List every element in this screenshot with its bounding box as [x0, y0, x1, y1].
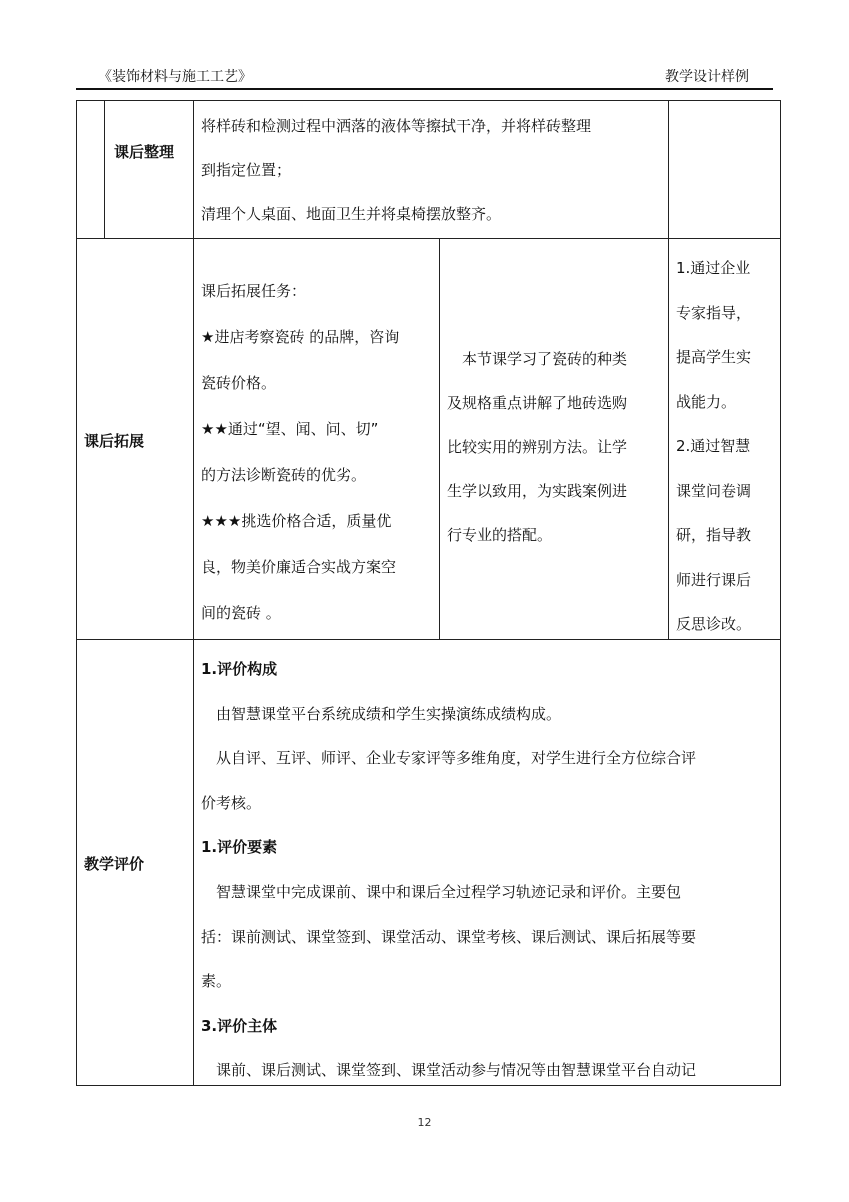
note-line: 2.通过智慧 — [676, 437, 751, 455]
summary-line: 比较实用的辨别方法。让学 — [447, 438, 628, 456]
task-line: ★进店考察瓷砖 的品牌，咨询 — [201, 328, 400, 346]
note-line: 反思诊改。 — [676, 615, 752, 633]
evaluation-paragraph: 价考核。 — [201, 793, 262, 812]
summary-line: 本节课学习了瓷砖的种类 — [462, 350, 628, 368]
note-line: 师进行课后 — [676, 570, 752, 589]
task-line: 的方法诊断瓷砖的优劣。 — [201, 466, 367, 484]
task-line: ★★★挑选价格合适，质量优 — [201, 512, 392, 530]
evaluation-paragraph: 由智慧课堂平台系统成绩和学生实操演练成绩构成。 — [216, 704, 562, 723]
document-title: 《装饰材料与施工工艺》 — [98, 69, 252, 85]
evaluation-paragraph: 从自评、互评、师评、企业专家评等多维角度，对学生进行全方位综合评 — [216, 749, 697, 768]
extension-tasks — [201, 268, 436, 636]
note-line: 战能力。 — [676, 392, 737, 411]
page-number: 12 — [417, 1116, 432, 1129]
task-line: 瓷砖价格。 — [201, 374, 277, 392]
extension-label: 课后拓展 — [84, 432, 145, 450]
evaluation-paragraph: 课前、课后测试、课堂签到、课堂活动参与情况等由智慧课堂平台自动记 — [216, 1061, 697, 1080]
task-line: 良，物美价廉适合实战方案空 — [201, 558, 397, 576]
note-line: 专家指导， — [676, 303, 752, 322]
summary-line: 行专业的搭配。 — [447, 526, 553, 544]
document-subtitle: 教学设计样例 — [665, 69, 749, 85]
evaluation-heading: 1.评价构成 — [201, 660, 278, 678]
note-line: 研，指导教 — [676, 526, 752, 544]
cleanup-line-2: 到指定位置； — [201, 161, 292, 179]
cleanup-content — [201, 111, 666, 229]
evaluation-paragraph: 括：课前测试、课堂签到、课堂活动、课堂考核、课后测试、课后拓展等要 — [201, 927, 697, 946]
cleanup-line-1: 将样砖和检测过程中洒落的液体等擦拭干净，并将样砖整理 — [201, 117, 592, 135]
summary-line: 生学以致用，为实践案例进 — [447, 482, 628, 500]
extension-summary — [447, 337, 666, 557]
task-line: 间的瓷砖 。 — [201, 604, 281, 622]
evaluation-heading: 1.评价要素 — [201, 838, 278, 857]
evaluation-heading: 3.评价主体 — [201, 1016, 278, 1035]
evaluation-paragraph: 素。 — [201, 972, 232, 991]
cleanup-label: 课后整理 — [114, 143, 175, 161]
evaluation-paragraph: 智慧课堂中完成课前、课中和课后全过程学习轨迹记录和评价。主要包 — [216, 882, 682, 901]
task-line: ★★通过“望、闻、问、切” — [201, 420, 379, 438]
cleanup-line-3: 清理个人桌面、地面卫生并将桌椅摆放整齐。 — [201, 205, 502, 223]
evaluation-label: 教学评价 — [84, 855, 145, 873]
note-line: 提高学生实 — [676, 348, 752, 366]
note-line: 1.通过企业 — [676, 259, 751, 277]
header-rule — [76, 88, 773, 90]
task-line: 课后拓展任务： — [201, 282, 307, 300]
evaluation-content — [201, 647, 776, 1093]
extension-notes — [676, 246, 778, 647]
summary-line: 及规格重点讲解了地砖选购 — [447, 394, 628, 412]
note-line: 课堂问卷调 — [676, 481, 752, 500]
